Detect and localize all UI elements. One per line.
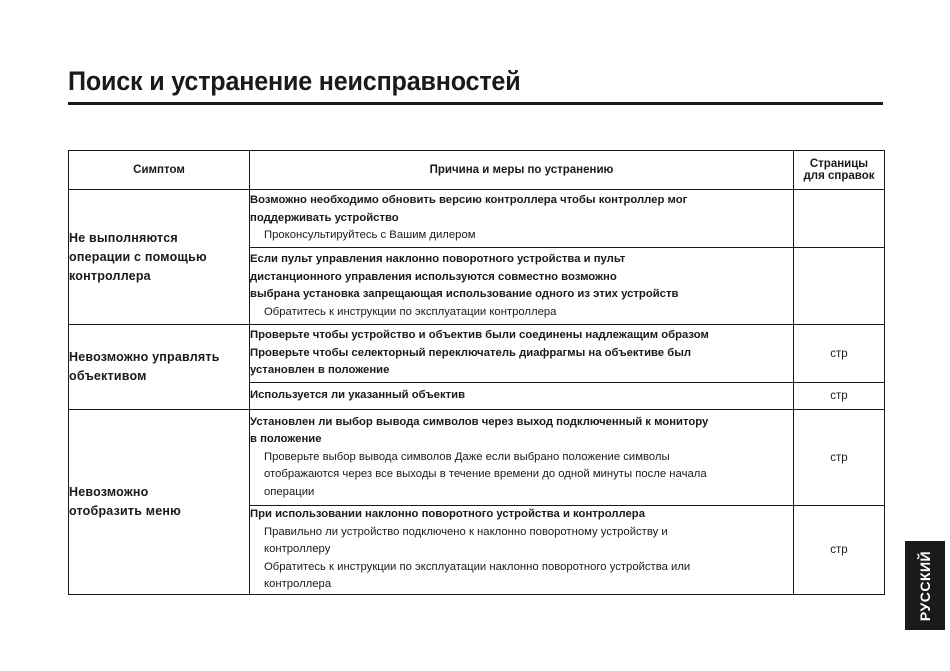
remedy-line: Проконсультируйтесь с Вашим дилером xyxy=(264,229,476,242)
cause-line: Если пульт управления наклонно поворотного устройства и пульт xyxy=(250,253,626,265)
cause-cell xyxy=(250,410,794,506)
remedy-line: контроллера xyxy=(264,578,332,591)
reference-cell xyxy=(794,190,885,248)
cause-cell xyxy=(250,383,794,410)
cause-line: в положение xyxy=(250,433,322,446)
remedy-line: Обратитесь к инструкции по эксплуатации наклонно поворотного устройства или xyxy=(264,560,691,573)
cause-line: установлен в положение xyxy=(250,364,390,377)
reference-cell: стр xyxy=(794,383,885,410)
header-cause: Причина и меры по устранению xyxy=(250,151,794,190)
remedy-line: Проверьте выбор вывода символов Даже если выбрано положение символы xyxy=(264,450,670,463)
symptom-line: операции с помощью xyxy=(69,249,207,264)
remedy-line: отображаются через все выходы в течение времени до одной минуты после начала xyxy=(264,468,707,481)
symptom-line: отобразить меню xyxy=(69,504,181,518)
cause-line: поддерживать устройство xyxy=(250,211,399,224)
remedy-line: Правильно ли устройство подключено к наклонно поворотному устройству и xyxy=(264,525,668,538)
header-reference-line1: Страницы xyxy=(809,158,869,170)
cause-line: дистанционного управления используются совместно возможно xyxy=(250,270,617,283)
cause-line: Возможно необходимо обновить версию контроллера чтобы контроллер мог xyxy=(250,194,688,207)
table-row xyxy=(69,190,885,248)
header-reference xyxy=(794,151,885,190)
cause-line: Установлен ли выбор вывода символов через выход подключенный к монитору xyxy=(250,415,709,428)
cause-line: выбрана установка запрещающая использование одного из этих устройств xyxy=(250,288,679,300)
title-rule xyxy=(68,102,883,105)
table-row xyxy=(69,325,885,383)
troubleshooting-table xyxy=(68,150,885,595)
table-header-row xyxy=(69,151,885,190)
remedy-line: операции xyxy=(264,485,315,498)
symptom-cell xyxy=(69,325,250,410)
cause-cell xyxy=(250,248,794,325)
symptom-cell xyxy=(69,410,250,595)
remedy-line: контроллеру xyxy=(264,543,331,556)
reference-cell: стр xyxy=(794,325,885,383)
symptom-cell xyxy=(69,190,250,325)
cause-line: При использовании наклонно поворотного устройства и контроллера xyxy=(250,508,645,521)
cause-line: Используется ли указанный объектив xyxy=(250,389,466,402)
language-tab-label: РУССКИЙ xyxy=(917,550,933,621)
reference-cell: стр xyxy=(794,506,885,595)
cause-line: Проверьте чтобы селекторный переключатель диафрагмы на объективе был xyxy=(250,346,692,359)
language-tab xyxy=(905,541,945,630)
cause-line: Проверьте чтобы устройство и объектив были соединены надлежащим образом xyxy=(250,329,709,342)
table-body xyxy=(69,190,885,595)
reference-cell xyxy=(794,248,885,325)
remedy-line: Обратитесь к инструкции по эксплуатации контроллера xyxy=(264,305,557,318)
symptom-line: Невозможно управлять xyxy=(69,350,220,364)
symptom-line: объективом xyxy=(69,369,147,383)
header-symptom: Симптом xyxy=(69,151,250,190)
header-reference-line2: для справок xyxy=(803,170,875,182)
symptom-line: Невозможно xyxy=(69,485,149,499)
page-title: Поиск и устранение неисправностей xyxy=(68,66,521,96)
symptom-line: контроллера xyxy=(69,268,151,283)
cause-cell xyxy=(250,325,794,383)
reference-cell: стр xyxy=(794,410,885,506)
symptom-line: Не выполняются xyxy=(69,230,178,245)
cause-cell xyxy=(250,506,794,595)
table-row xyxy=(69,410,885,506)
cause-cell xyxy=(250,190,794,248)
